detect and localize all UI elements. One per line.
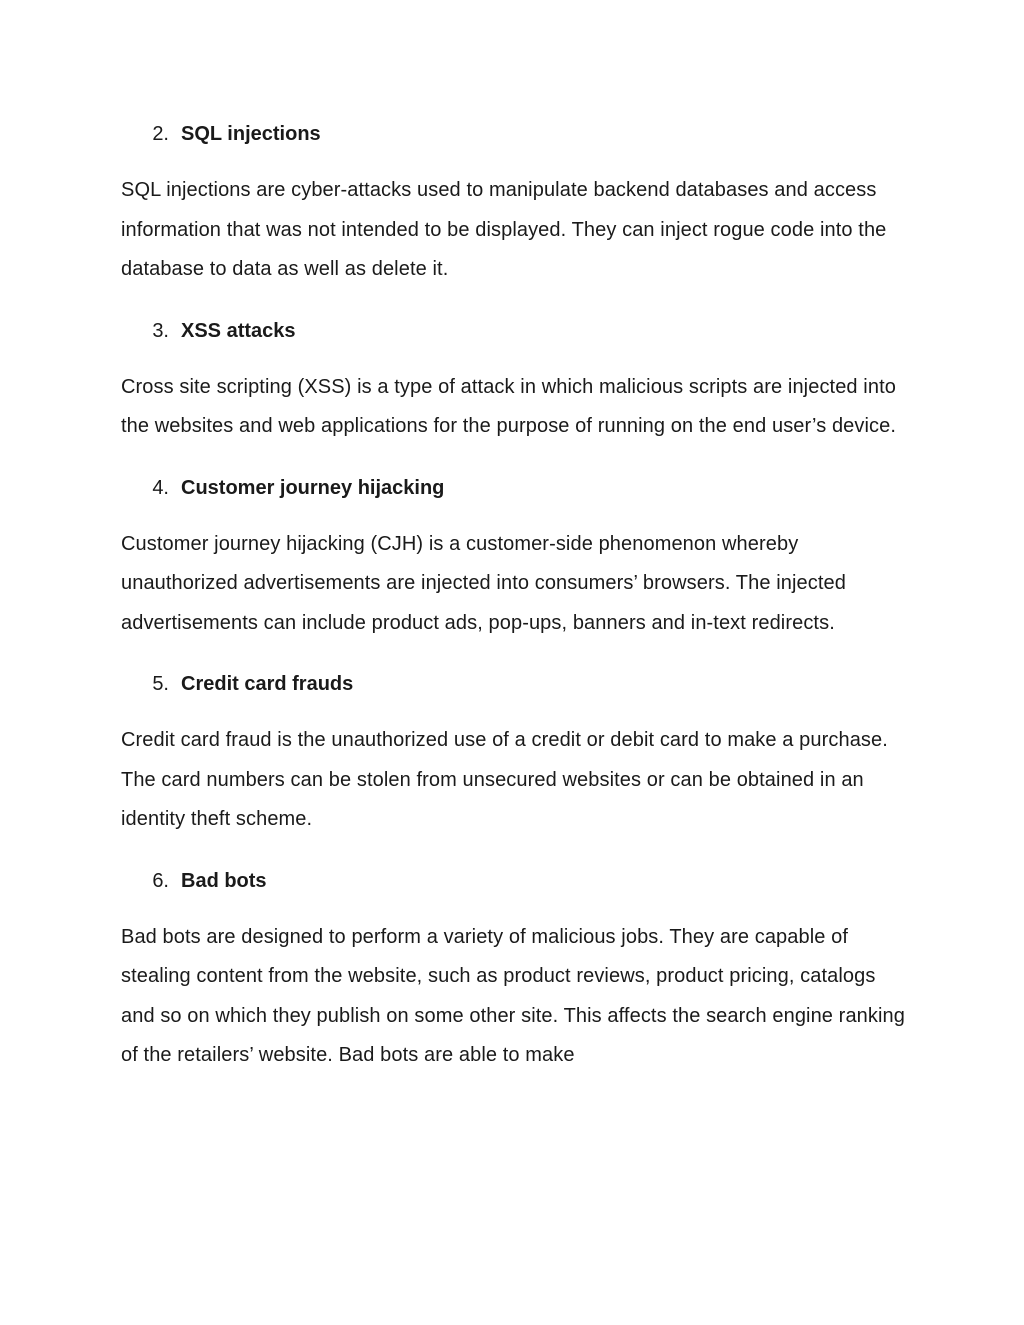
section-bad-bots	[121, 859, 911, 1076]
section-heading	[121, 859, 911, 903]
section-paragraph: Customer journey hijacking (CJH) is a customer-side phenomenon whereby unauthorized advertisements are injected into consumers’ browsers. The injected advertisements can include product ads, pop-ups, banners and in-text redirects.	[121, 532, 846, 634]
list-number: 2.	[152, 123, 169, 145]
section-heading	[121, 309, 911, 353]
section-sql-injections	[121, 112, 911, 290]
section-heading	[121, 466, 911, 510]
section-paragraph: Bad bots are designed to perform a variety of malicious jobs. They are capable of stealing content from the website, such as product reviews, product pricing, catalogs and so on which they publish on some other site. This affects the search engine ranking of the retailers’ website. Bad bots are able to make	[121, 925, 905, 1066]
section-heading	[121, 662, 911, 706]
section-title: Credit card frauds	[181, 673, 354, 695]
section-title: Customer journey hijacking	[181, 476, 445, 499]
section-paragraph: SQL injections are cyber-attacks used to manipulate backend databases and access information that was not intended to be displayed. They can inject rogue code into the database to data as well as delete it.	[121, 179, 887, 280]
list-number: 6.	[152, 869, 169, 892]
section-title: SQL injections	[181, 123, 321, 145]
list-number: 5.	[152, 673, 169, 695]
section-title: Bad bots	[181, 869, 267, 892]
section-paragraph: Cross site scripting (XSS) is a type of attack in which malicious scripts are injected into the websites and web applications for the purpose of running on the end user’s device.	[121, 375, 897, 437]
section-credit-card-frauds	[121, 662, 911, 840]
section-customer-journey-hijacking	[121, 466, 911, 644]
section-heading	[121, 112, 911, 156]
list-number: 4.	[152, 476, 169, 499]
document-page	[121, 112, 911, 1095]
list-number: 3.	[152, 319, 169, 342]
section-xss-attacks	[121, 309, 911, 447]
section-paragraph: Credit card fraud is the unauthorized use of a credit or debit card to make a purchase. The card numbers can be stolen from unsecured websites or can be obtained in an identity theft scheme.	[121, 729, 888, 830]
section-title: XSS attacks	[181, 319, 296, 342]
